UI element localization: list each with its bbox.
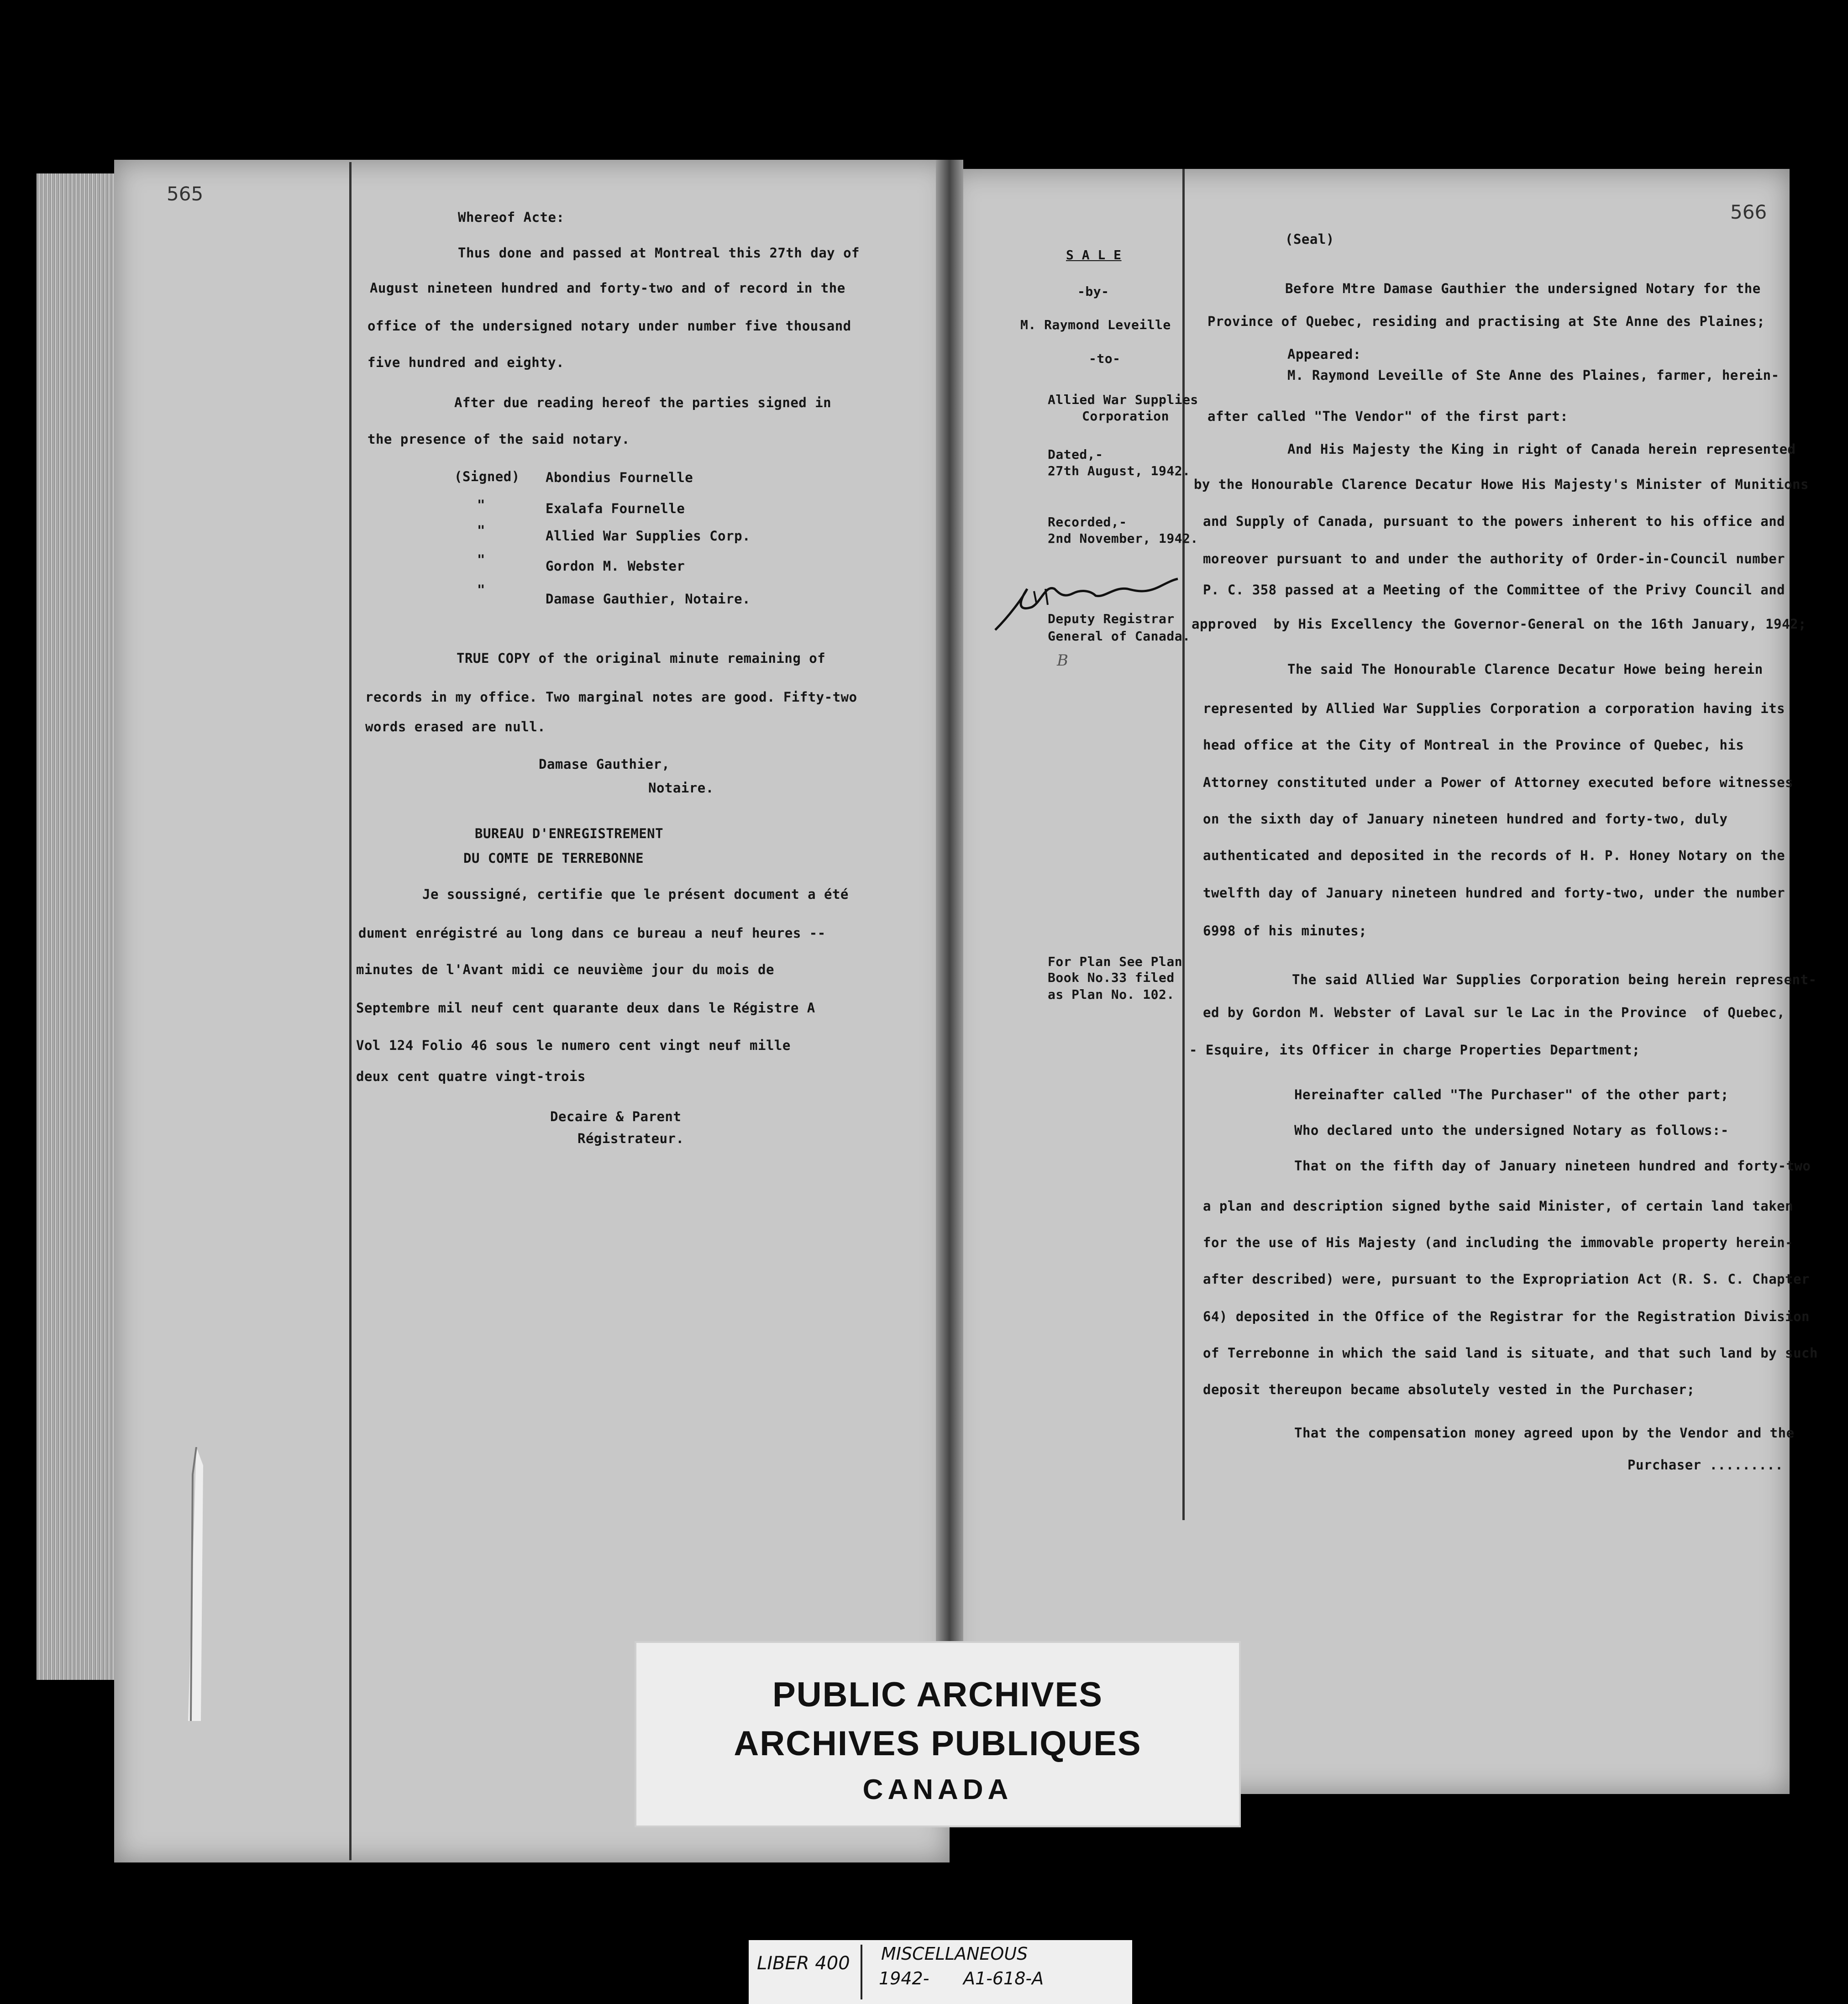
signature-name: Exalafa Fournelle bbox=[546, 501, 685, 516]
text-line: represented by Allied War Supplies Corporation a corporation having its bbox=[1203, 701, 1785, 716]
text-line: after described) were, pursuant to the Expropriation Act (R. S. C. Chapter bbox=[1203, 1271, 1810, 1287]
text-line: dument enrégistré au long dans ce bureau a neuf heures -- bbox=[358, 925, 826, 941]
margin-title: S A L E bbox=[1066, 247, 1122, 262]
text-line: twelfth day of January nineteen hundred and forty-two, under the number bbox=[1203, 885, 1785, 901]
margin-purchaser: Corporation bbox=[1082, 409, 1169, 424]
text-line: The said Allied War Supplies Corporation being herein represent- bbox=[1292, 972, 1817, 987]
text-line: Whereof Acte: bbox=[458, 210, 565, 225]
text-line: Thus done and passed at Montreal this 27th day of bbox=[458, 245, 860, 261]
margin-initial: B bbox=[1057, 651, 1069, 670]
text-line: a plan and description signed bythe said Minister, of certain land taken bbox=[1203, 1198, 1794, 1214]
margin-recorded: Recorded,- bbox=[1048, 514, 1127, 530]
margin-plan: as Plan No. 102. bbox=[1048, 987, 1175, 1002]
text-line: P. C. 358 passed at a Meeting of the Committee of the Privy Council and bbox=[1203, 582, 1785, 598]
text-line: approved by His Excellency the Governor-General on the 16th January, 1942; bbox=[1192, 616, 1806, 632]
text-line: records in my office. Two marginal notes are good. Fifty-two bbox=[365, 689, 857, 705]
text-line: the presence of the said notary. bbox=[368, 431, 630, 447]
archives-line: PUBLIC ARCHIVES bbox=[772, 1675, 1103, 1714]
text-line: 64) deposited in the Office of the Registrar for the Registration Division bbox=[1203, 1309, 1810, 1324]
text-line: Notaire. bbox=[648, 780, 714, 796]
text-line: deposit thereupon became absolutely vested in the Purchaser; bbox=[1203, 1382, 1695, 1397]
text-line: That the compensation money agreed upon by the Vendor and the bbox=[1294, 1425, 1795, 1441]
text-line: minutes de l'Avant midi ce neuvième jour du mois de bbox=[356, 962, 774, 977]
seal-text: (Seal) bbox=[1285, 231, 1334, 247]
margin-plan: For Plan See Plan bbox=[1048, 954, 1183, 969]
right-margin-rule bbox=[1182, 169, 1185, 1520]
signature-name: Abondius Fournelle bbox=[546, 470, 693, 485]
text-line: Vol 124 Folio 46 sous le numero cent vingt neuf mille bbox=[356, 1038, 791, 1053]
signature-name: Allied War Supplies Corp. bbox=[546, 528, 751, 544]
text-line: August nineteen hundred and forty-two and of record in the bbox=[370, 280, 845, 296]
margin-to: -to- bbox=[1089, 351, 1121, 366]
text-line: Régistrateur. bbox=[578, 1131, 684, 1146]
signature-name: Damase Gauthier, Notaire. bbox=[546, 591, 751, 607]
label-line: LIBER 400 bbox=[757, 1953, 850, 1974]
bureau-heading: BUREAU D'ENREGISTREMENT bbox=[475, 826, 664, 841]
text-line: office of the undersigned notary under number five thousand bbox=[368, 318, 851, 334]
liber-label-card bbox=[749, 1940, 1132, 2004]
text-line: moreover pursuant to and under the authority of Order-in-Council number bbox=[1203, 551, 1785, 567]
text-line: The said The Honourable Clarence Decatur Howe being herein bbox=[1287, 661, 1763, 677]
text-line: Damase Gauthier, bbox=[539, 756, 670, 772]
margin-plan: Book No.33 filed bbox=[1048, 970, 1175, 985]
text-line: authenticated and deposited in the records of H. P. Honey Notary on the bbox=[1203, 848, 1785, 863]
text-line: Decaire & Parent bbox=[550, 1109, 682, 1124]
signature-mark: " bbox=[477, 552, 485, 567]
margin-deputy: Deputy Registrar bbox=[1048, 611, 1175, 626]
text-line: of Terrebonne in which the said land is situate, and that such land by such bbox=[1203, 1345, 1818, 1361]
archives-line: CANADA bbox=[862, 1774, 1013, 1805]
signature-mark: (Signed) bbox=[454, 469, 520, 484]
bureau-heading: DU COMTE DE TERREBONNE bbox=[463, 850, 644, 866]
label-line: 1942- bbox=[879, 1968, 929, 1988]
pen-pointer bbox=[183, 1447, 215, 1721]
label-line: MISCELLANEOUS bbox=[881, 1944, 1028, 1964]
text-line: 6998 of his minutes; bbox=[1203, 923, 1367, 939]
text-line: TRUE COPY of the original minute remaining of bbox=[457, 651, 826, 666]
text-line: deux cent quatre vingt-trois bbox=[356, 1069, 586, 1084]
margin-dated: Dated,- bbox=[1048, 447, 1103, 462]
label-line: A1-618-A bbox=[963, 1968, 1044, 1988]
signature-name: Gordon M. Webster bbox=[546, 558, 685, 574]
text-line: - Esquire, its Officer in charge Properties Department; bbox=[1189, 1042, 1640, 1058]
text-line: Hereinafter called "The Purchaser" of the other part; bbox=[1294, 1087, 1729, 1102]
page-number-left: 565 bbox=[167, 183, 204, 205]
margin-recorded: 2nd November, 1942. bbox=[1048, 531, 1198, 546]
text-line: five hundred and eighty. bbox=[368, 355, 565, 370]
margin-deputy: General of Canada. bbox=[1048, 629, 1191, 644]
text-line: head office at the City of Montreal in the Province of Quebec, his bbox=[1203, 737, 1744, 753]
text-line: And His Majesty the King in right of Canada herein represented bbox=[1287, 441, 1796, 457]
page-number-right: 566 bbox=[1730, 201, 1767, 223]
text-line: After due reading hereof the parties signed in bbox=[454, 395, 832, 410]
text-line: by the Honourable Clarence Decatur Howe His Majesty's Minister of Munitions bbox=[1194, 477, 1809, 492]
text-line: Appeared: bbox=[1287, 346, 1361, 362]
text-line: That on the fifth day of January nineteen hundred and forty-two bbox=[1294, 1158, 1811, 1174]
book-gutter bbox=[936, 160, 963, 1803]
text-line: after called "The Vendor" of the first part: bbox=[1208, 409, 1569, 424]
left-margin-rule bbox=[349, 162, 352, 1860]
signature-mark: " bbox=[477, 582, 485, 598]
text-line: Who declared unto the undersigned Notary as follows:- bbox=[1294, 1123, 1729, 1138]
archives-line: ARCHIVES PUBLIQUES bbox=[734, 1724, 1142, 1763]
text-line: Before Mtre Damase Gauthier the undersigned Notary for the bbox=[1285, 281, 1761, 296]
text-line: ed by Gordon M. Webster of Laval sur le Lac in the Province of Quebec, bbox=[1203, 1005, 1785, 1020]
text-line: Attorney constituted under a Power of Attorney executed before witnesses bbox=[1203, 775, 1794, 790]
text-line: Purchaser ......... bbox=[1628, 1457, 1784, 1473]
margin-by: -by- bbox=[1077, 284, 1109, 299]
text-line: and Supply of Canada, pursuant to the powers inherent to his office and bbox=[1203, 514, 1785, 529]
signature-mark: " bbox=[477, 523, 485, 538]
margin-dated: 27th August, 1942. bbox=[1048, 463, 1191, 478]
archives-stamp-card bbox=[635, 1641, 1241, 1827]
text-line: M. Raymond Leveille of Ste Anne des Plaines, farmer, herein- bbox=[1287, 367, 1780, 383]
margin-vendor: M. Raymond Leveille bbox=[1020, 317, 1171, 332]
text-line: words erased are null. bbox=[365, 719, 546, 734]
margin-purchaser: Allied War Supplies bbox=[1048, 392, 1198, 407]
text-line: Je soussigné, certifie que le présent document a été bbox=[422, 887, 849, 902]
text-line: Septembre mil neuf cent quarante deux dans le Régistre A bbox=[356, 1000, 815, 1016]
text-line: on the sixth day of January nineteen hundred and forty-two, duly bbox=[1203, 811, 1728, 827]
text-line: Province of Quebec, residing and practising at Ste Anne des Plaines; bbox=[1208, 314, 1765, 329]
signature-mark: " bbox=[477, 497, 485, 513]
text-line: for the use of His Majesty (and including the immovable property herein- bbox=[1203, 1235, 1794, 1250]
